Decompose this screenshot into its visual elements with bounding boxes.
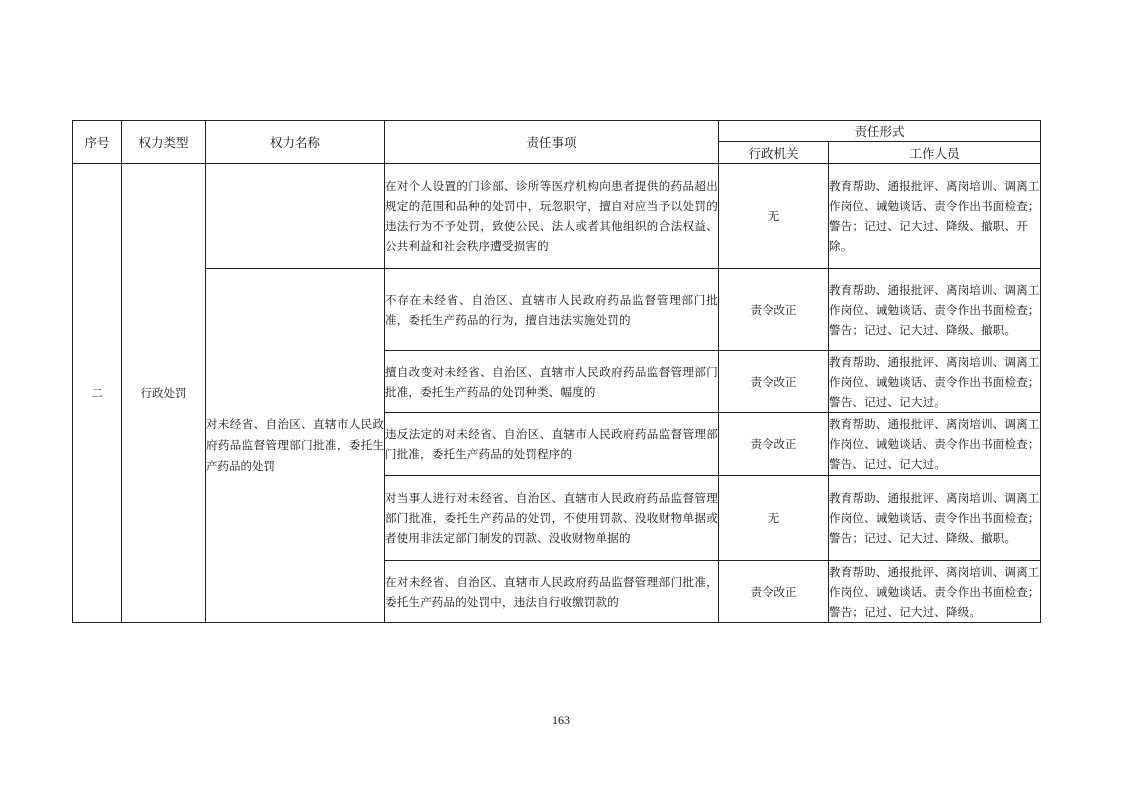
header-staff: 工作人员 [829, 142, 1041, 164]
agency-cell: 责令改正 [719, 269, 829, 351]
staff-cell: 教育帮助、通报批评、离岗培训、调离工作岗位、诫勉谈话、责令作出书面检查；警告、记过、记大过。 [829, 351, 1041, 413]
empty-power-name-cell [206, 164, 385, 269]
table-row [73, 164, 1041, 269]
duty-cell: 对当事人进行对未经省、自治区、直辖市人民政府药品监督管理部门批准，委托生产药品的处罚，不使用罚款、没收财物单据或者使用非法定部门制发的罚款、没收财物单据的 [385, 476, 719, 561]
header-duty: 责任事项 [385, 121, 719, 164]
staff-cell: 教育帮助、通报批评、离岗培训、调离工作岗位、诫勉谈话、责令作出书面检查；警告；记过、记大过、降级、撤职。 [829, 476, 1041, 561]
duty-cell: 不存在未经省、自治区、直辖市人民政府药品监督管理部门批准，委托生产药品的行为，擅自违法实施处罚的 [385, 269, 719, 351]
header-agency: 行政机关 [719, 142, 829, 164]
agency-cell: 无 [719, 164, 829, 269]
staff-cell: 教育帮助、通报批评、离岗培训、调离工作岗位、诫勉谈话、责令作出书面检查；警告；记过、记大过、降级。 [829, 561, 1041, 623]
header-power-name: 权力名称 [206, 121, 385, 164]
header-power-type: 权力类型 [122, 121, 206, 164]
staff-cell: 教育帮助、通报批评、离岗培训、调离工作岗位、诫勉谈话、责令作出书面检查；警告、记过、记大过。 [829, 413, 1041, 476]
responsibility-table [72, 120, 1041, 623]
page-number: 163 [552, 713, 570, 727]
group-power-name: 对未经省、自治区、直辖市人民政府药品监督管理部门批准，委托生产药品的处罚 [206, 269, 385, 623]
header-responsibility-form: 责任形式 [719, 121, 1041, 142]
duty-cell: 擅自改变对未经省、自治区、直辖市人民政府药品监督管理部门批准，委托生产药品的处罚种类、幅度的 [385, 351, 719, 413]
agency-cell: 责令改正 [719, 413, 829, 476]
duty-cell: 违反法定的对未经省、自治区、直辖市人民政府药品监督管理部门批准，委托生产药品的处罚程序的 [385, 413, 719, 476]
agency-cell: 责令改正 [719, 351, 829, 413]
staff-cell: 教育帮助、通报批评、离岗培训、调离工作岗位、诫勉谈话、责令作出书面检查；警告；记过、记大过、降级、撤职、开除。 [829, 164, 1041, 269]
header-seq: 序号 [73, 121, 122, 164]
agency-cell: 责令改正 [719, 561, 829, 623]
agency-cell: 无 [719, 476, 829, 561]
duty-cell: 在对未经省、自治区、直辖市人民政府药品监督管理部门批准，委托生产药品的处罚中，违法自行收缴罚款的 [385, 561, 719, 623]
staff-cell: 教育帮助、通报批评、离岗培训、调离工作岗位、诫勉谈话、责令作出书面检查；警告；记过、记大过、降级、撤职。 [829, 269, 1041, 351]
group-seq: 二 [73, 164, 122, 623]
group-power-type: 行政处罚 [122, 164, 206, 623]
duty-cell: 在对个人设置的门诊部、诊所等医疗机构向患者提供的药品超出规定的范围和品种的处罚中，玩忽职守，擅自对应当予以处罚的违法行为不予处罚，致使公民、法人或者其他组织的合法权益、公共利益和社会秩序遭受损害的 [385, 164, 719, 269]
table-row [73, 269, 1041, 351]
